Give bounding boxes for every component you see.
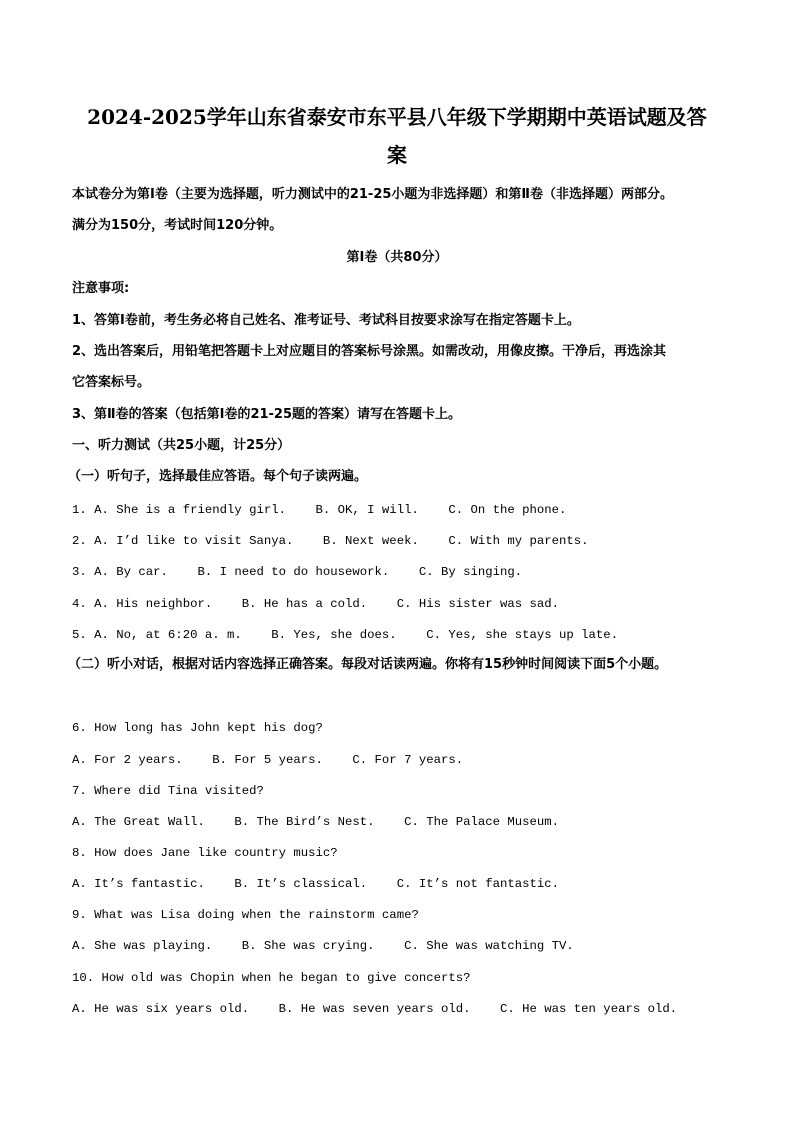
answer-options: A. The Great Wall. B. The Bird’s Nest. C. The Palace Museum. [72,815,560,829]
question: 5. A. No, at 6:20 a. m. B. Yes, she does. C. Yes, she stays up late. [72,628,619,642]
part-heading: 第Ⅰ卷（共80分） [346,250,448,265]
answer-options: A. He was six years old. B. He was seven years old. C. He was ten years old. [72,1002,678,1016]
answer-options: A. For 2 years. B. For 5 years. C. For 7 years. [72,753,464,767]
notes-heading: 注意事项: [72,281,130,296]
note-item: 2、选出答案后，用铅笔把答题卡上对应题目的答案标号涂黑。如需改动，用像皮擦。干净后，再选涂其 [72,344,667,359]
note-item: 1、答第Ⅰ卷前，考生务必将自己姓名、准考证号、考试科目按要求涂写在指定答题卡上。 [72,313,580,328]
subsection-heading: （二）听小对话，根据对话内容选择正确答案。每段对话读两遍。你将有15秒钟时间阅读下面5个小题。 [68,657,668,672]
question: 3. A. By car. B. I need to do housework. C. By singing. [72,565,523,579]
question: 6. How long has John kept his dog? [72,721,323,735]
question: 8. How does Jane like country music? [72,846,338,860]
intro-text: 满分为150分，考试时间120分钟。 [72,218,283,233]
subsection-heading: （一）听句子，选择最佳应答语。每个句子读两遍。 [68,469,368,484]
note-item: 3、第Ⅱ卷的答案（包括第Ⅰ卷的21-25题的答案）请写在答题卡上。 [72,407,462,422]
answer-options: A. It’s fantastic. B. It’s classical. C. It’s not fantastic. [72,877,560,891]
answer-options: A. She was playing. B. She was crying. C. She was watching TV. [72,939,574,953]
question: 9. What was Lisa doing when the rainstorm came? [72,908,419,922]
document-title: 2024-2025学年山东省泰安市东平县八年级下学期期中英语试题及答 [87,105,707,129]
question: 2. A. I’d like to visit Sanya. B. Next week. C. With my parents. [72,534,589,548]
question: 1. A. She is a friendly girl. B. OK, I will. C. On the phone. [72,503,567,517]
document-title-cont: 案 [387,143,407,167]
question: 10. How old was Chopin when he began to give concerts? [72,971,471,985]
section-heading: 一、听力测试（共25小题，计25分） [72,438,291,453]
intro-text: 本试卷分为第Ⅰ卷（主要为选择题，听力测试中的21-25小题为非选择题）和第Ⅱ卷（非选择题）两部分。 [72,187,673,202]
question: 4. A. His neighbor. B. He has a cold. C. His sister was sad. [72,597,560,611]
question: 7. Where did Tina visited? [72,784,264,798]
note-item: 它答案标号。 [72,375,151,390]
